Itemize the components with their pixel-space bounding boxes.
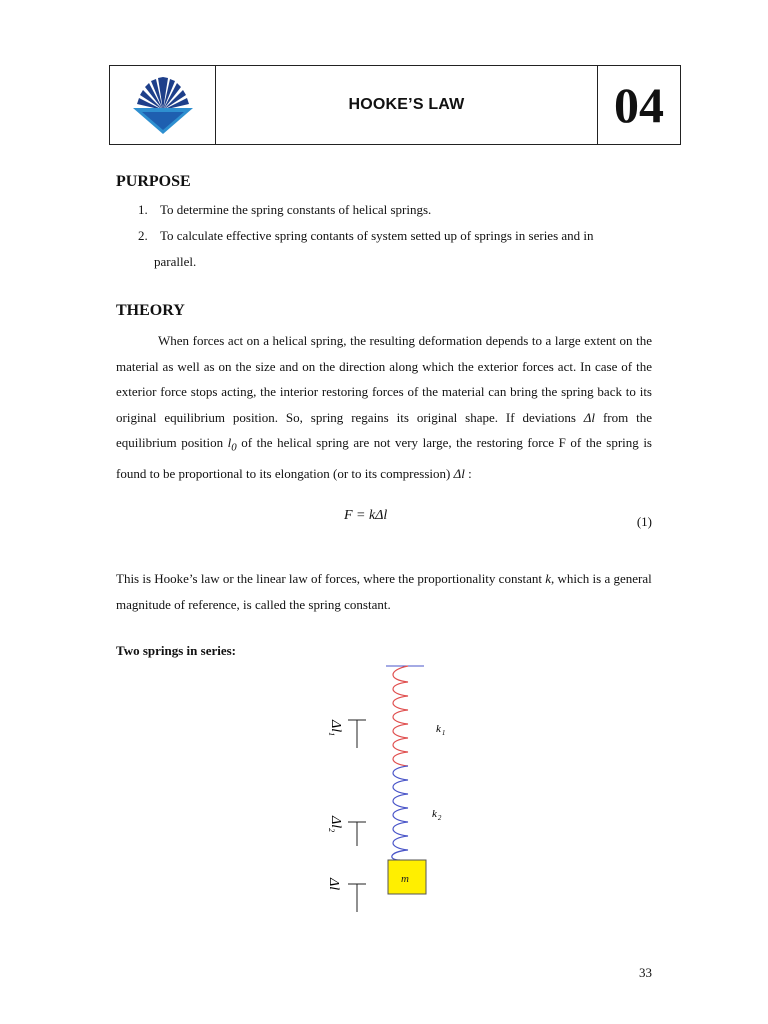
chapter-number: 04 [614, 77, 664, 133]
purpose-heading: PURPOSE [116, 173, 191, 190]
chapter-title: HOOKE’S LAW [216, 66, 598, 144]
page-number: 33 [639, 965, 652, 980]
series-springs-figure [300, 660, 480, 920]
list-item: 2. To calculate effective spring contants of system setted up of springs in series and in [138, 228, 594, 243]
list-item: parallel. [154, 254, 197, 269]
dl-marker [326, 877, 366, 912]
theory-paragraph: When forces act on a helical spring, the resulting deformation depends to a large extent on the material as well as on the size and on the direction along which the exterior forces act. In case of the exterior force stops acting, the interior restoring forces of the material can bring the spring back to its original equilibrium position. So, spring regains its original shape. If deviations Δl from the equilibrium position $l_0$ of the helical spring are not very large, the restoring force F of the spring is found to be proportional to its elongation (or to its compression) Δl : [116, 333, 652, 482]
spring-k1 [393, 666, 408, 766]
dl1-marker [327, 719, 366, 748]
series-heading: Two springs in series: [116, 643, 237, 658]
theory-paragraph-2: This is Hooke’s law or the linear law of forces, where the proportionality constant k, which is a general magnitude of reference, is called the spring constant. [116, 571, 652, 612]
svg-text:Δl2: $\Delta l_2$ [327, 816, 343, 833]
svg-text:Δl1: $\Delta l_1$ [327, 720, 343, 737]
equation-number: (1) [636, 514, 652, 529]
logo-cell [110, 66, 216, 144]
purpose-list [138, 197, 594, 275]
chapter-header [109, 65, 681, 145]
university-logo-icon [128, 74, 198, 136]
mass-label: m [401, 873, 409, 885]
k1-label: $k_1$ [436, 723, 446, 737]
list-item: 1. To determine the spring constants of helical springs. [138, 202, 432, 217]
theory-heading: THEORY [116, 302, 185, 319]
spring-k2 [392, 766, 408, 860]
svg-text:Δl: Δl [326, 878, 341, 891]
dl2-marker [327, 815, 366, 846]
k2-label: $k_2$ [432, 808, 442, 822]
hookes-law-equation: F = kΔl [344, 508, 388, 523]
